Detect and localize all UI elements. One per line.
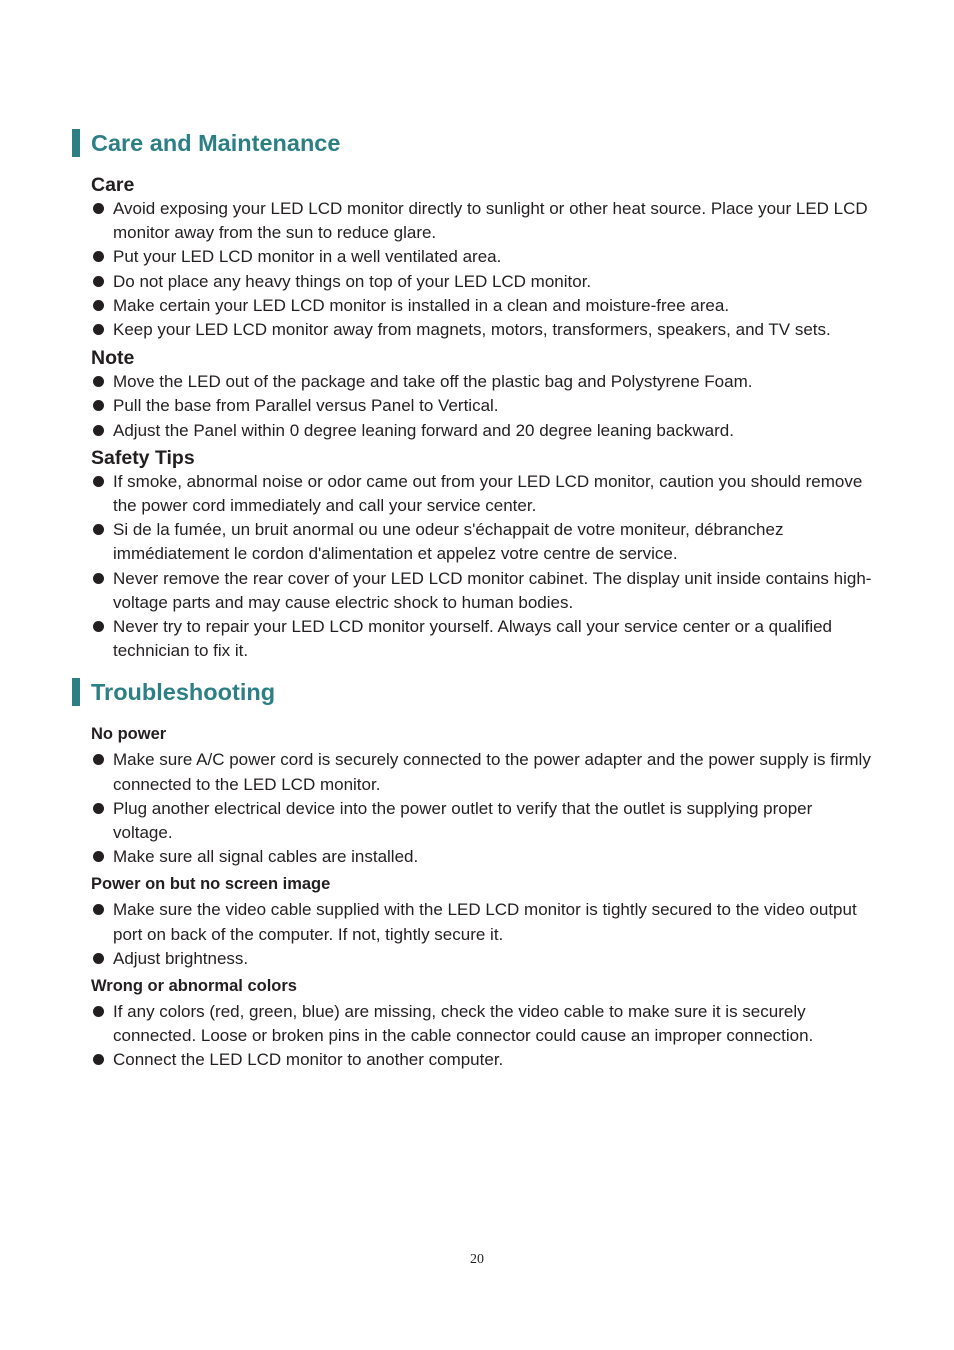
bullet-icon — [93, 251, 104, 262]
bullet-icon — [93, 573, 104, 584]
care-maintenance-title — [72, 128, 872, 158]
list-item — [72, 748, 872, 796]
colors-heading: Wrong or abnormal colors — [91, 977, 297, 996]
list-item — [72, 567, 872, 615]
page-number: 20 — [470, 1252, 484, 1267]
safety-list — [72, 470, 872, 664]
list-item — [72, 845, 872, 869]
bullet-icon — [93, 904, 104, 915]
bullet-icon — [93, 803, 104, 814]
section-bar — [72, 129, 80, 157]
list-item — [72, 1048, 872, 1072]
item-text: Make sure the video cable supplied with the LED LCD monitor is tightly secured to the video output port on back of the computer. If not, tightly secure it. — [113, 900, 857, 944]
bullet-icon — [93, 953, 104, 964]
list-item — [72, 898, 872, 946]
list-item — [72, 294, 872, 318]
bullet-icon — [93, 324, 104, 335]
bullet-icon — [93, 524, 104, 535]
item-text: Adjust brightness. — [113, 948, 249, 968]
item-text: Do not place any heavy things on top of your LED LCD monitor. — [113, 271, 592, 291]
list-item — [72, 1000, 872, 1048]
item-text: Avoid exposing your LED LCD monitor directly to sunlight or other heat source. Place your LED LCD monitor away from the sun to reduce glare. — [113, 199, 868, 243]
item-text: Adjust the Panel within 0 degree leaning forward and 20 degree leaning backward. — [113, 420, 734, 440]
item-text: Pull the base from Parallel versus Panel to Vertical. — [113, 396, 499, 416]
bullet-icon — [93, 300, 104, 311]
list-item — [72, 470, 872, 518]
list-item — [72, 947, 872, 971]
care-heading: Care — [91, 174, 135, 196]
bullet-icon — [93, 425, 104, 436]
no-power-list — [72, 748, 872, 869]
bullet-icon — [93, 1054, 104, 1065]
troubleshooting-title — [72, 677, 872, 707]
list-item — [72, 797, 872, 845]
item-text: Connect the LED LCD monitor to another computer. — [113, 1050, 504, 1070]
care-list — [72, 197, 872, 342]
list-item — [72, 270, 872, 294]
bullet-icon — [93, 276, 104, 287]
bullet-icon — [93, 754, 104, 765]
list-item — [72, 318, 872, 342]
item-text: Put your LED LCD monitor in a well ventilated area. — [113, 247, 502, 267]
page-content — [72, 128, 872, 1073]
bullet-icon — [93, 400, 104, 411]
list-item — [72, 518, 872, 566]
section-title-text: Care and Maintenance — [91, 129, 341, 156]
item-text: If any colors (red, green, blue) are missing, check the video cable to make sure it is securely connected. Loose or broken pins in the cable connector could cause an improper connection. — [113, 1002, 814, 1046]
item-text: Make sure A/C power cord is securely connected to the power adapter and the power supply is firmly connected to the LED LCD monitor. — [113, 750, 871, 794]
no-image-list — [72, 898, 872, 971]
item-text: Make sure all signal cables are installed. — [113, 847, 419, 867]
bullet-icon — [93, 476, 104, 487]
item-text: Never remove the rear cover of your LED LCD monitor cabinet. The display unit inside contains high-voltage parts and may cause electric shock to human bodies. — [113, 568, 872, 612]
bullet-icon — [93, 203, 104, 214]
list-item — [72, 245, 872, 269]
item-text: Move the LED out of the package and take off the plastic bag and Polystyrene Foam. — [113, 372, 753, 392]
list-item — [72, 419, 872, 443]
item-text: Keep your LED LCD monitor away from magnets, motors, transformers, speakers, and TV sets. — [113, 320, 831, 340]
bullet-icon — [93, 376, 104, 387]
list-item — [72, 370, 872, 394]
item-text: Make certain your LED LCD monitor is installed in a clean and moisture-free area. — [113, 295, 730, 315]
colors-list — [72, 1000, 872, 1073]
bullet-icon — [93, 851, 104, 862]
item-text: Si de la fumée, un bruit anormal ou une odeur s'échappait de votre moniteur, débranchez immédiatement le cordon d'alimentation et appelez votre centre de service. — [113, 520, 784, 564]
note-list — [72, 370, 872, 443]
note-heading: Note — [91, 347, 135, 370]
item-text: If smoke, abnormal noise or odor came out from your LED LCD monitor, caution you should remove the power cord immediately and call your service center. — [113, 471, 863, 516]
bullet-icon — [93, 621, 104, 632]
item-text: Never try to repair your LED LCD monitor yourself. Always call your service center or a qualified technician to fix it. — [113, 617, 833, 661]
bullet-icon — [93, 1006, 104, 1017]
no-image-heading: Power on but no screen image — [91, 875, 331, 894]
section-bar — [72, 678, 80, 706]
list-item — [72, 394, 872, 418]
list-item — [72, 197, 872, 245]
safety-heading: Safety Tips — [91, 446, 195, 469]
list-item — [72, 615, 872, 663]
item-text: Plug another electrical device into the power outlet to verify that the outlet is supplying proper voltage. — [113, 798, 813, 843]
no-power-heading: No power — [91, 725, 167, 744]
section-title-text: Troubleshooting — [91, 678, 276, 705]
